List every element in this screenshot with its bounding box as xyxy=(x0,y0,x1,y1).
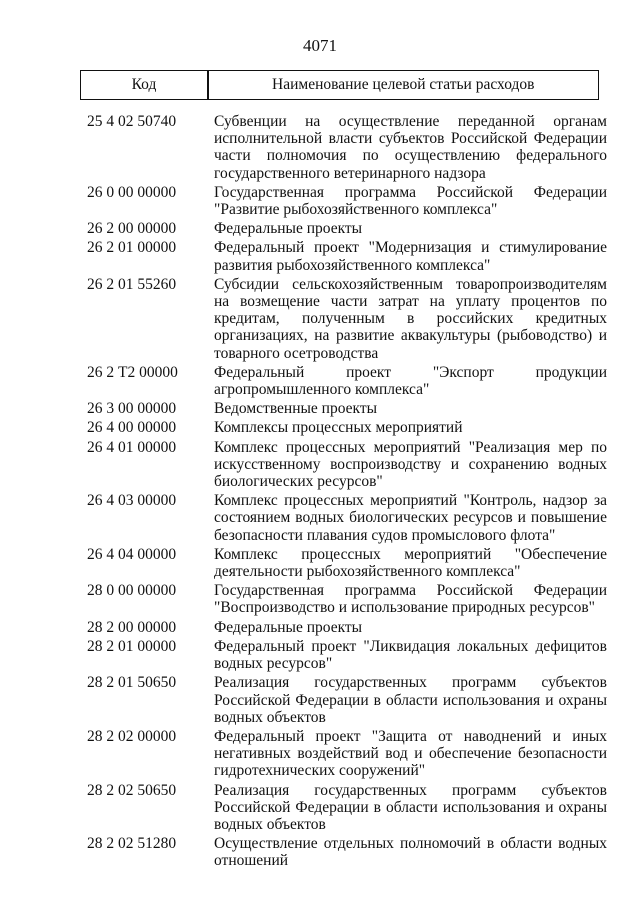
row-name: Федеральный проект "Защита от наводнений и иных негативных воздействий вод и обеспечение безопасности гидротехнических сооружений" xyxy=(214,727,607,780)
row-name: Субсидии сельскохозяйственным товаропроизводителям на возмещение части затрат на уплату процентов по кредитам, полученным в российских кредитных организациях, на развитие аквакультуры (рыбоводство) и товарного осетроводства xyxy=(214,275,607,362)
table-row xyxy=(87,419,607,436)
row-name: Комплекс процессных мероприятий "Обеспечение деятельности рыбохозяйственного комплекса" xyxy=(214,545,607,581)
row-code: 26 2 Т2 00000 xyxy=(87,363,178,381)
table-row xyxy=(87,638,607,672)
page-number: 4071 xyxy=(303,36,337,55)
row-name: Субвенции на осуществление переданной органам исполнительной власти субъектов Российской Федерации части полномочия по осуществлению федерального государственного ветеринарного надзора xyxy=(214,113,607,182)
row-name: Реализация государственных программ субъектов Российской Федерации в области использования и охраны водных объектов xyxy=(214,674,607,726)
row-code: 28 2 02 51280 xyxy=(87,835,177,853)
table-row xyxy=(87,582,607,616)
table-row xyxy=(87,113,607,182)
row-code: 26 4 01 00000 xyxy=(87,438,177,456)
row-code: 26 2 01 55260 xyxy=(87,275,177,293)
row-name: Осуществление отдельных полномочий в области водных отношений xyxy=(214,835,607,870)
table-row xyxy=(87,439,607,491)
row-name: Государственная программа Российской Федерации "Воспроизводство и использование природных ресурсов" xyxy=(214,582,607,617)
table-row xyxy=(87,674,607,726)
row-name: Федеральный проект "Модернизация и стимулирование развития рыбохозяйственного комплекса" xyxy=(214,239,607,274)
row-name: Федеральный проект "Ликвидация локальных дефицитов водных ресурсов" xyxy=(214,637,607,673)
row-name: Государственная программа Российской Федерации "Развитие рыбохозяйственного комплекса" xyxy=(214,183,607,219)
row-name: Федеральный проект "Экспорт продукции агропромышленного комплекса" xyxy=(214,363,607,399)
row-code: 28 2 01 50650 xyxy=(87,674,177,692)
budget-rows xyxy=(87,113,607,872)
row-code: 28 0 00 00000 xyxy=(87,582,177,600)
table-row xyxy=(87,220,607,237)
row-name: Федеральные проекты xyxy=(214,220,363,238)
row-name: Комплекс процессных мероприятий "Реализация мер по искусственному воспроизводству и сохранению водных биологических ресурсов" xyxy=(214,438,607,491)
row-code: 26 4 00 00000 xyxy=(87,419,177,437)
row-code: 26 2 00 00000 xyxy=(87,220,177,238)
table-row xyxy=(87,492,607,544)
table-row xyxy=(87,400,607,417)
table-row xyxy=(87,835,607,869)
table-row xyxy=(87,619,607,636)
row-name: Федеральные проекты xyxy=(214,618,363,636)
row-code: 28 2 01 00000 xyxy=(87,637,177,655)
table-row xyxy=(87,276,607,362)
row-code: 28 2 02 50650 xyxy=(87,781,177,799)
table-row xyxy=(87,728,607,780)
table-row xyxy=(87,364,607,398)
header-name: Наименование целевой статьи расходов xyxy=(272,76,535,93)
table-header xyxy=(80,70,599,100)
table-row xyxy=(87,546,607,580)
row-code: 28 2 00 00000 xyxy=(87,618,177,636)
row-name: Комплекс процессных мероприятий "Контроль, надзор за состоянием водных биологических ресурсов и повышение безопасности плавания судов промыслового флота" xyxy=(214,492,607,544)
table-row xyxy=(87,782,607,834)
table-row xyxy=(87,184,607,218)
row-name: Ведомственные проекты xyxy=(214,400,378,418)
row-code: 26 3 00 00000 xyxy=(87,400,177,418)
row-code: 25 4 02 50740 xyxy=(87,113,177,130)
header-code: Код xyxy=(131,76,157,93)
table-row xyxy=(87,239,607,273)
row-code: 26 4 04 00000 xyxy=(87,545,177,563)
row-code: 26 0 00 00000 xyxy=(87,183,177,201)
row-name: Комплексы процессных мероприятий xyxy=(214,419,463,437)
row-code: 28 2 02 00000 xyxy=(87,727,177,745)
row-code: 26 4 03 00000 xyxy=(87,492,177,510)
row-name: Реализация государственных программ субъектов Российской Федерации в области использования и охраны водных объектов xyxy=(214,781,607,833)
row-code: 26 2 01 00000 xyxy=(87,239,177,257)
